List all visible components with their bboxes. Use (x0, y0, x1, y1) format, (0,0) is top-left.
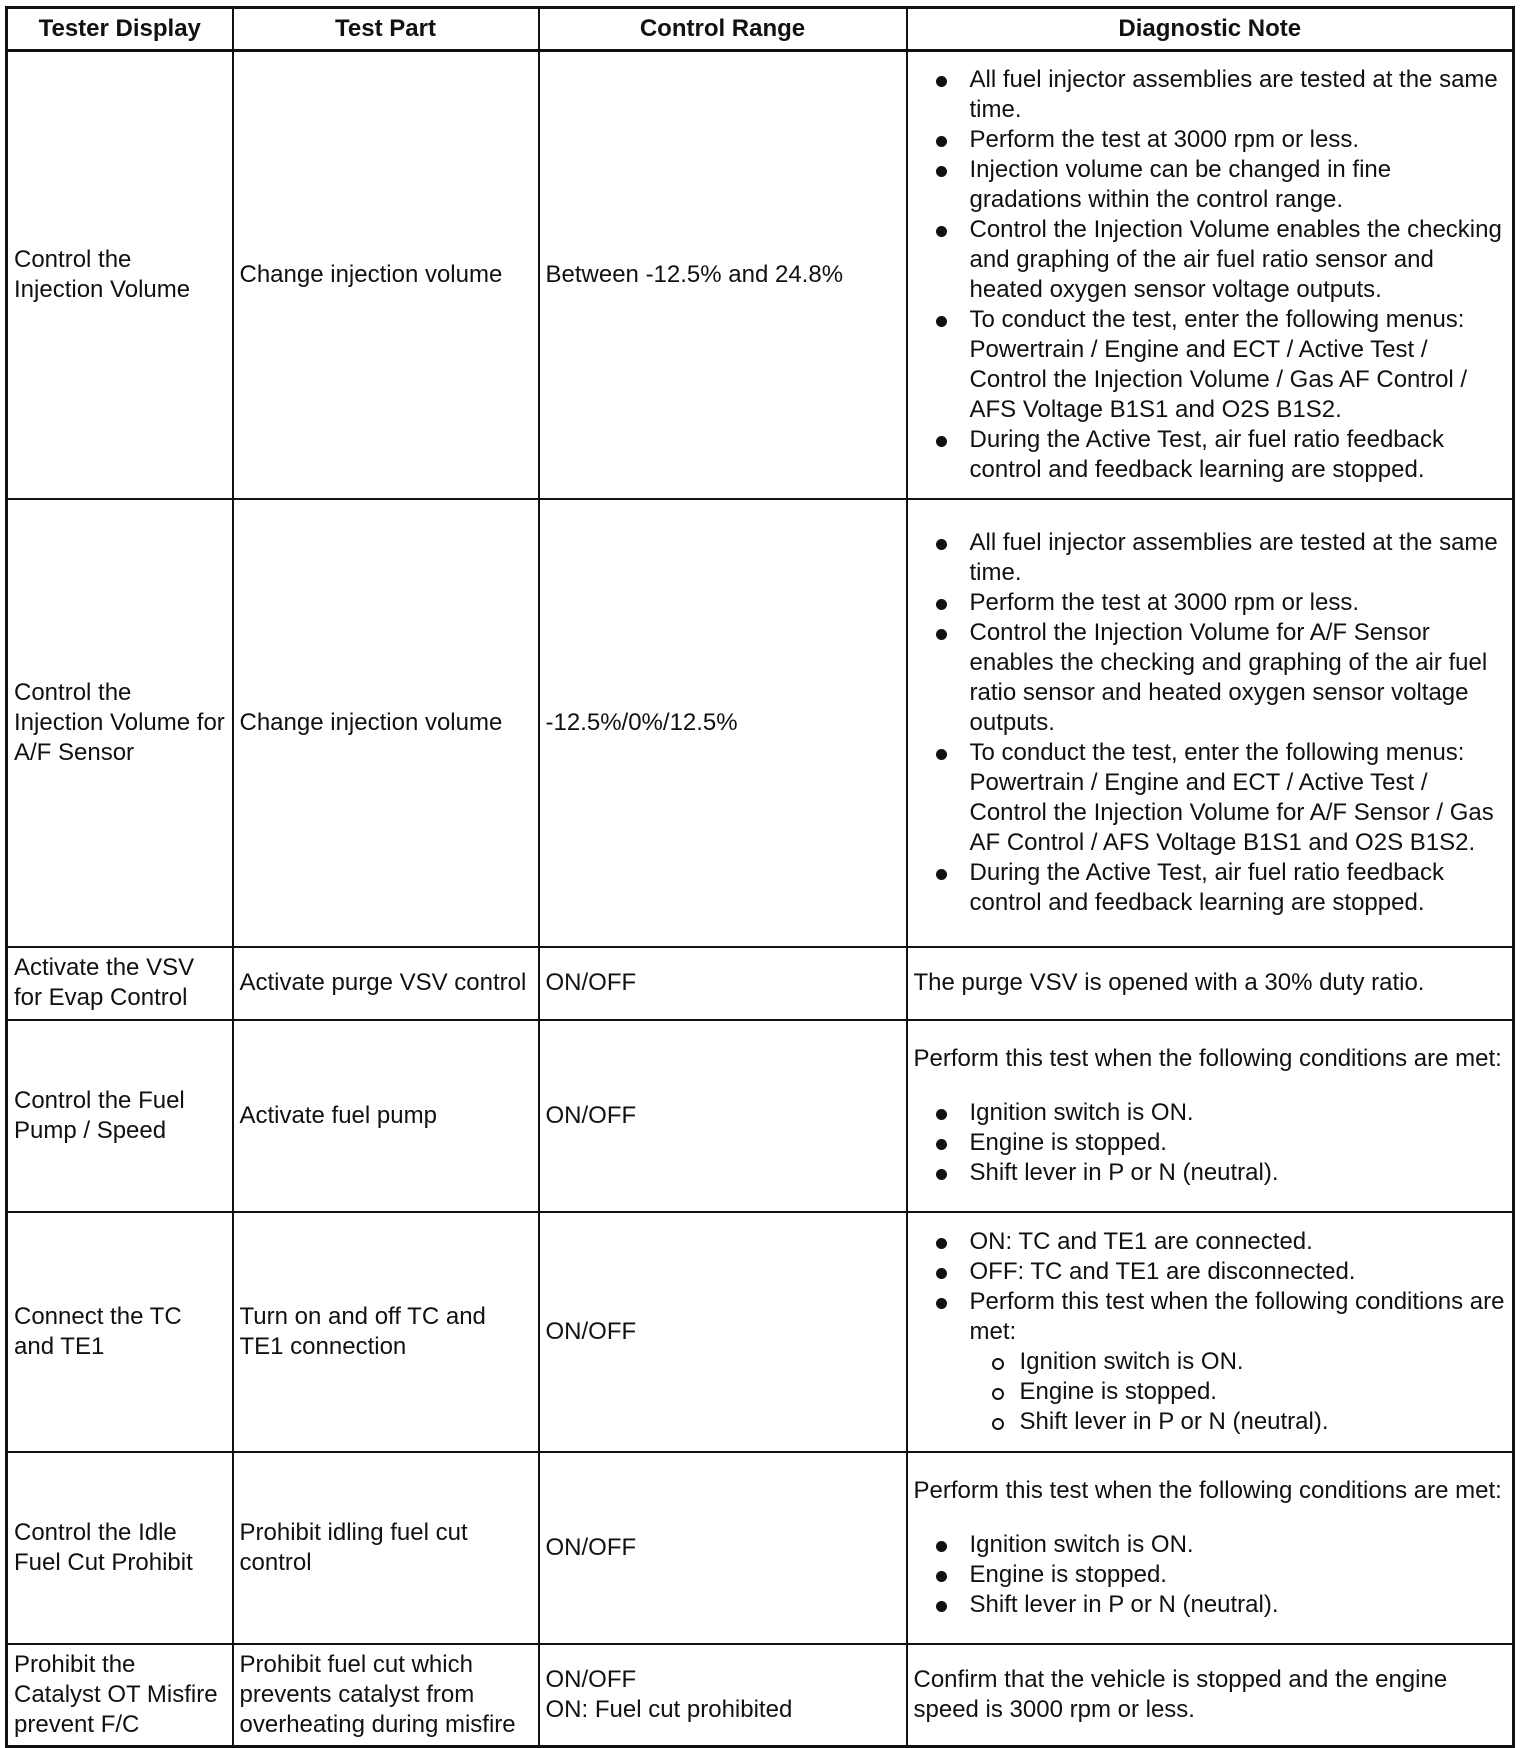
note-bullet: OFF: TC and TE1 are disconnected. (914, 1257, 1507, 1287)
active-test-table-container (5, 6, 1512, 1748)
tester-display-cell: Activate the VSV for Evap Control (7, 947, 233, 1020)
test-part-cell: Turn on and off TC and TE1 connection (233, 1212, 539, 1452)
control-range-detail: ON: Fuel cut prohibited (545, 1695, 793, 1723)
note-bullet: During the Active Test, air fuel ratio feedback control and feedback learning are stopped. (914, 858, 1507, 918)
note-sub-bullet: Ignition switch is ON. (970, 1347, 1507, 1377)
table-row (7, 947, 1514, 1020)
note-sub-bullet: Engine is stopped. (970, 1377, 1507, 1407)
header-test-part: Test Part (233, 8, 539, 51)
note-bullet: Control the Injection Volume enables the checking and graphing of the air fuel ratio sensor and heated oxygen sensor voltage outputs. (914, 215, 1507, 305)
note-bullet: Ignition switch is ON. (914, 1530, 1507, 1560)
test-part-cell: Change injection volume (233, 499, 539, 947)
diagnostic-note-cell (907, 1212, 1514, 1452)
note-spacer (914, 1074, 1507, 1098)
note-sub-bullet: Shift lever in P or N (neutral). (970, 1407, 1507, 1437)
tester-display-cell: Control the Injection Volume for A/F Sensor (7, 499, 233, 947)
note-bullet: ON: TC and TE1 are connected. (914, 1227, 1507, 1257)
control-range-cell: ON/OFF (539, 1020, 907, 1212)
note-bullet: During the Active Test, air fuel ratio feedback control and feedback learning are stopped. (914, 425, 1507, 485)
note-bullet-list (914, 1530, 1507, 1620)
control-range-cell (539, 1644, 907, 1747)
note-sub-list (970, 1347, 1507, 1437)
note-intro: Perform this test when the following conditions are met: (913, 1044, 1502, 1072)
header-row (7, 8, 1514, 51)
note-bullet: Perform the test at 3000 rpm or less. (914, 125, 1507, 155)
note-bullet: Control the Injection Volume for A/F Sensor enables the checking and graphing of the air fuel ratio sensor and heated oxygen sensor voltage outputs. (914, 618, 1507, 738)
note-intro: Perform this test when the following conditions are met: (913, 1476, 1502, 1504)
note-bullet: To conduct the test, enter the following menus: Powertrain / Engine and ECT / Active Test / Control the Injection Volume / Gas AF Control / AFS Voltage B1S1 and O2S B1S2. (914, 305, 1507, 425)
note-bullet: All fuel injector assemblies are tested at the same time. (914, 65, 1507, 125)
note-bullet: Injection volume can be changed in fine gradations within the control range. (914, 155, 1507, 215)
test-part-cell: Change injection volume (233, 51, 539, 499)
table-row (7, 1452, 1514, 1644)
note-bullet-list (914, 1227, 1507, 1437)
header-tester-display: Tester Display (7, 8, 233, 51)
note-bullet-list (914, 1098, 1507, 1188)
table-row (7, 1644, 1514, 1747)
diagnostic-note-cell (907, 499, 1514, 947)
diagnostic-note-cell: The purge VSV is opened with a 30% duty ratio. (907, 947, 1514, 1020)
test-part-cell: Prohibit fuel cut which prevents catalyst from overheating during misfire (233, 1644, 539, 1747)
diagnostic-note-cell (907, 1452, 1514, 1644)
test-part-cell: Activate purge VSV control (233, 947, 539, 1020)
diagnostic-note-cell (907, 51, 1514, 499)
note-bullet-text: Perform this test when the following conditions are met: (969, 1287, 1505, 1345)
control-range-value: ON/OFF (545, 1665, 637, 1693)
tester-display-cell: Control the Idle Fuel Cut Prohibit (7, 1452, 233, 1644)
table-row (7, 499, 1514, 947)
control-range-cell: ON/OFF (539, 1212, 907, 1452)
test-part-cell: Prohibit idling fuel cut control (233, 1452, 539, 1644)
diagnostic-note-cell (907, 1020, 1514, 1212)
control-range-cell: Between -12.5% and 24.8% (539, 51, 907, 499)
note-bullet: Engine is stopped. (914, 1560, 1507, 1590)
note-bullet: Engine is stopped. (914, 1128, 1507, 1158)
note-bullet-list (914, 65, 1507, 485)
note-bullet (914, 1287, 1507, 1437)
header-diagnostic-note: Diagnostic Note (907, 8, 1514, 51)
tester-display-cell: Prohibit the Catalyst OT Misfire prevent F/C (7, 1644, 233, 1747)
table-row (7, 51, 1514, 499)
note-bullet: Ignition switch is ON. (914, 1098, 1507, 1128)
note-bullet: All fuel injector assemblies are tested at the same time. (914, 528, 1507, 588)
note-spacer (914, 1506, 1507, 1530)
note-bullet: Shift lever in P or N (neutral). (914, 1158, 1507, 1188)
tester-display-cell: Control the Fuel Pump / Speed (7, 1020, 233, 1212)
test-part-cell: Activate fuel pump (233, 1020, 539, 1212)
note-bullet: Shift lever in P or N (neutral). (914, 1590, 1507, 1620)
note-bullet: Perform the test at 3000 rpm or less. (914, 588, 1507, 618)
control-range-cell: -12.5%/0%/12.5% (539, 499, 907, 947)
note-bullet-list (914, 528, 1507, 918)
table-row (7, 1212, 1514, 1452)
note-bullet: To conduct the test, enter the following menus: Powertrain / Engine and ECT / Active Test / Control the Injection Volume for A/F Sensor / Gas AF Control / AFS Voltage B1S1 and O2S B1S2. (914, 738, 1507, 858)
tester-display-cell: Connect the TC and TE1 (7, 1212, 233, 1452)
active-test-table (5, 6, 1515, 1748)
header-control-range: Control Range (539, 8, 907, 51)
table-row (7, 1020, 1514, 1212)
control-range-cell: ON/OFF (539, 1452, 907, 1644)
diagnostic-note-cell: Confirm that the vehicle is stopped and the engine speed is 3000 rpm or less. (907, 1644, 1514, 1747)
control-range-cell: ON/OFF (539, 947, 907, 1020)
tester-display-cell: Control the Injection Volume (7, 51, 233, 499)
